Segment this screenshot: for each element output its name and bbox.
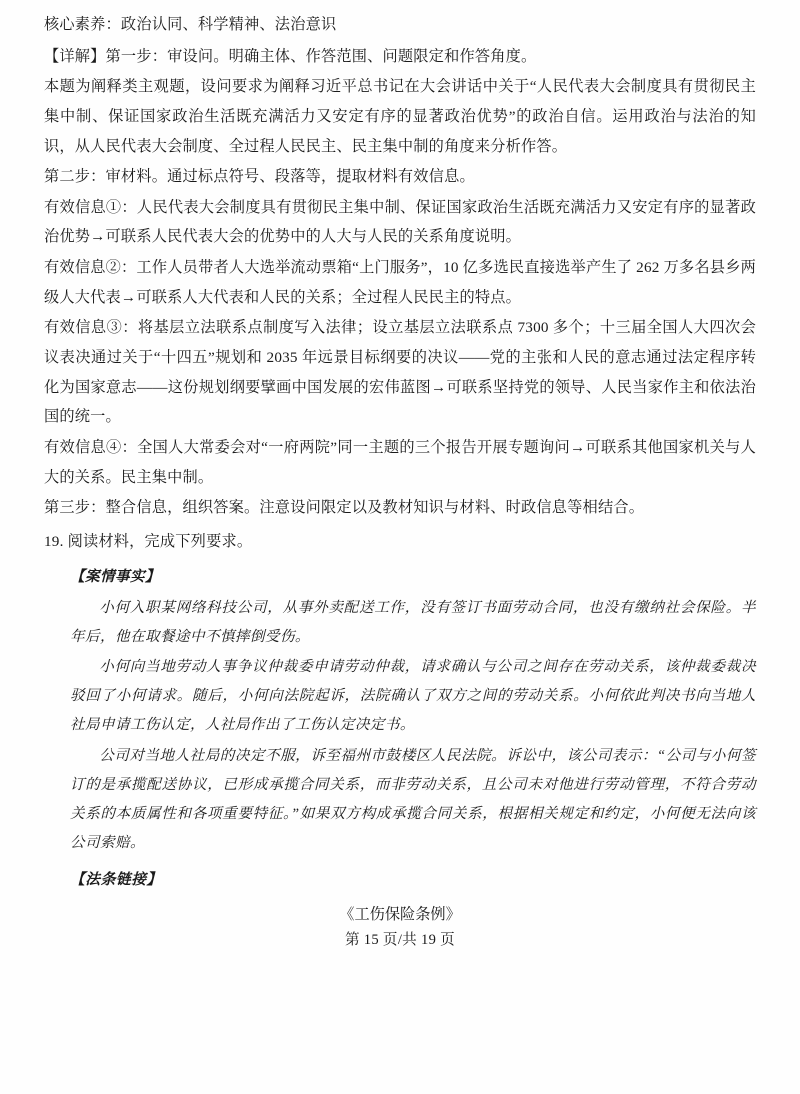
analysis-paragraph-2: 第二步：审材料。通过标点符号、段落等，提取材料有效信息。 xyxy=(44,168,475,186)
detail-label-line: 【详解】第一步：审设问。明确主体、作答范围、问题限定和作答角度。 xyxy=(44,47,537,65)
law-name: 《工伤保险条例》 xyxy=(339,906,461,924)
case-facts-title: 【案情事实】 xyxy=(70,568,160,585)
analysis-paragraph-5: 有效信息③：将基层立法联系点制度写入法律；设立基层立法联系点 7300 多个；十三届全国人大四次会议表决通过关于“十四五”规划和 2035 年远景目标纲要的决议——党的主张和人民的意志通过法定程序转化为国家意志——这份规划纲要擘画中国发展的宏伟蓝图→可联系坚持党的领导、人民当家作主和依法治国的统一。 xyxy=(44,319,756,426)
core-literacy-line: 核心素养：政治认同、科学精神、法治意识 xyxy=(44,16,337,33)
case-paragraph-2: 小何向当地劳动人事争议仲裁委申请劳动仲裁，请求确认与公司之间存在劳动关系，该仲裁委裁决驳回了小何请求。随后，小何向法院起诉，法院确认了双方之间的劳动关系。小何依此判决书向当地人社局申请工伤认定，人社局作出了工伤认定决定书。 xyxy=(70,659,756,734)
analysis-paragraph-1: 本题为阐释类主观题，设问要求为阐释习近平总书记在大会讲话中关于“人民代表大会制度具有贯彻民主集中制、保证国家政治生活既充满活力又安定有序的显著政治优势”的政治自信。运用政治与法治的知识，从人民代表大会制度、全过程人民民主、民主集中制的角度来分析作答。 xyxy=(44,78,756,155)
case-paragraph-1: 小何入职某网络科技公司，从事外卖配送工作，没有签订书面劳动合同，也没有缴纳社会保险。半年后，他在取餐途中不慎摔倒受伤。 xyxy=(70,599,756,645)
analysis-paragraph-7: 第三步：整合信息，组织答案。注意设问限定以及教材知识与材料、时政信息等相结合。 xyxy=(44,499,645,517)
case-paragraph-3: 公司对当地人社局的决定不服，诉至福州市鼓楼区人民法院。诉讼中，该公司表示：“公司与小何签订的是承揽配送协议，已形成承揽合同关系，而非劳动关系，且公司未对他进行劳动管理，不符合劳动关系的本质属性和各项重要特征。”如果双方构成承揽合同关系，根据相关规定和约定，小何便无法向该公司索赔。 xyxy=(70,747,756,852)
analysis-paragraph-4: 有效信息②：工作人员带者人大选举流动票箱“上门服务”，10 亿多选民直接选举产生了 262 万多名县乡两级人大代表→可联系人大代表和人民的关系；全过程人民民主的特点。 xyxy=(44,259,756,306)
law-link-title: 【法条链接】 xyxy=(70,872,162,889)
case-facts-block xyxy=(44,563,756,859)
analysis-paragraph-3: 有效信息①：人民代表大会制度具有贯彻民主集中制、保证国家政治生活既充满活力又安定有序的显著政治优势→可联系人民代表大会的优势中的人大与人民的关系角度说明。 xyxy=(44,198,756,246)
question-stem: 19. 阅读材料，完成下列要求。 xyxy=(44,532,253,550)
analysis-paragraph-6: 有效信息④：全国人大常委会对“一府两院”同一主题的三个报告开展专题询问→可联系其他国家机关与人大的关系。民主集中制。 xyxy=(44,438,756,486)
page-footer: 第 15 页/共 19 页 xyxy=(344,932,456,949)
